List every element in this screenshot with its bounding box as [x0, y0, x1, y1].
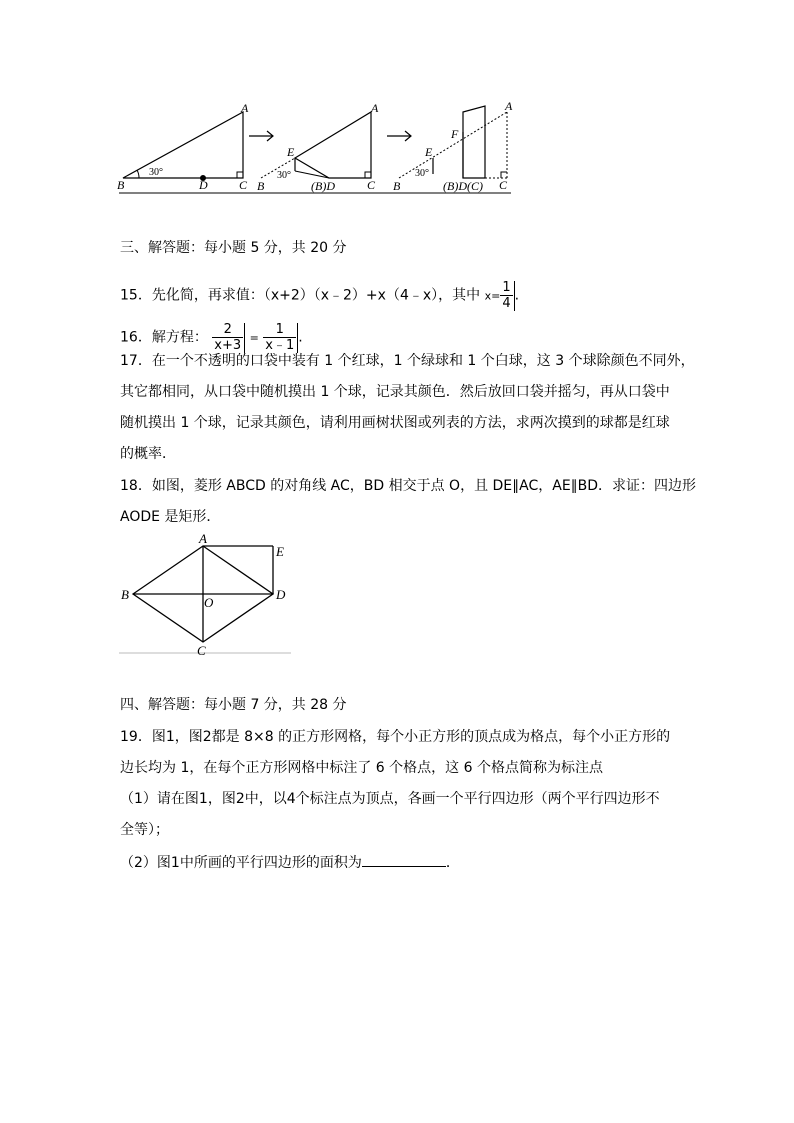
- strip-rect: [463, 106, 485, 178]
- q16-lden: x+3: [214, 338, 242, 353]
- label-a-2: A: [371, 101, 379, 115]
- q15-num: 1: [502, 280, 511, 295]
- folding-triangle-figure: [115, 98, 525, 200]
- label-a-3: A: [505, 99, 513, 113]
- q17-line-2: 其它都相同，从口袋中随机摸出 1 个球，记录其颜色．然后放回口袋并摇匀，再从口袋中: [120, 384, 670, 400]
- label-angle: 30°: [149, 167, 163, 178]
- q18-line-2: AODE 是矩形．: [120, 509, 221, 525]
- rhombus-label-a: A: [199, 532, 207, 546]
- label-e-3: E: [425, 145, 433, 159]
- q19-line-4: 全等）；: [120, 822, 169, 838]
- q15-fraction: [500, 280, 512, 311]
- q19-line-2: 边长均为 1，在每个正方形网格中标注了 6 个格点，这 6 个格点简称为标注点: [120, 760, 603, 776]
- question-15: [120, 280, 519, 311]
- q16-prefix: 16．解方程：: [120, 329, 208, 346]
- quad-folded: [295, 112, 371, 178]
- triangle-abc: [123, 112, 243, 178]
- angle-arc: [137, 170, 139, 178]
- answer-blank[interactable]: [362, 852, 446, 867]
- q16-right-fraction: [263, 322, 296, 353]
- section-4-heading: 四、解答题：每小题 7 分，共 28 分: [120, 697, 347, 713]
- label-bdc: (B)D(C): [443, 179, 483, 193]
- label-d: D: [199, 178, 208, 192]
- q17-line-4: 的概率．: [120, 446, 176, 462]
- q17-line-3: 随机摸出 1 个球，记录其颜色，请利用画树状图或列表的方法，求两次摸到的球都是红球: [120, 415, 670, 431]
- rhombus-figure: [115, 532, 295, 656]
- q16-left-fraction: [212, 322, 243, 353]
- label-b-3: B: [393, 179, 401, 193]
- label-angle-2: 30°: [277, 170, 291, 181]
- rhombus-label-c: C: [197, 643, 206, 656]
- label-c-2: C: [367, 178, 376, 192]
- q15-text: 15．先化简，再求值：（x+2）（x﹣2）+x（4﹣x），其中: [120, 287, 481, 304]
- rhombus-label-d: D: [276, 587, 286, 602]
- q15-end: .: [514, 287, 520, 304]
- section-3-heading: 三、解答题：每小题 5 分，共 20 分: [120, 240, 347, 256]
- q16-bar-left: [244, 323, 245, 353]
- q15-den: 4: [502, 296, 511, 311]
- rhombus-label-o: O: [204, 595, 214, 610]
- q16-lnum: 2: [223, 322, 232, 337]
- q18-line-1: 18．如图，菱形 ABCD 的对角线 AC，BD 相交于点 O，且 DE∥AC，AE∥BD．求证：四边形: [120, 478, 697, 494]
- label-c: C: [239, 178, 248, 192]
- label-b-2: B: [257, 179, 265, 193]
- label-c-3: C: [499, 178, 508, 192]
- label-bd: (B)D: [311, 179, 335, 193]
- q16-rden: x﹣1: [265, 338, 295, 353]
- q16-rnum: 1: [275, 322, 284, 337]
- q19-part2-end: ．: [445, 855, 460, 871]
- rhombus-label-b: B: [121, 587, 129, 602]
- question-16: [120, 322, 303, 353]
- label-f: F: [451, 127, 459, 141]
- q16-eq: =: [249, 331, 259, 345]
- q19-line-3: （1）请在图1，图2中，以4个标注点为顶点，各画一个平行四边形（两个平行四边形不: [120, 791, 660, 807]
- q19-line-1: 19．图1，图2都是 8×8 的正方形网格，每个小正方形的顶点成为格点，每个小正方形的: [120, 729, 671, 745]
- q15-var: x=: [484, 289, 501, 303]
- q19-part2-text: （2）图1中所画的平行四边形的面积为: [120, 855, 362, 871]
- q17-line-1: 17．在一个不透明的口袋中装有 1 个红球，1 个绿球和 1 个白球，这 3 个球除颜色不同外，: [120, 353, 695, 369]
- q19-part2: [120, 852, 460, 873]
- q16-end: .: [298, 329, 303, 346]
- label-angle-3: 30°: [415, 168, 429, 179]
- rhombus-label-e: E: [276, 544, 284, 559]
- label-b: B: [117, 178, 125, 192]
- label-e: E: [287, 145, 295, 159]
- label-a: A: [241, 101, 249, 115]
